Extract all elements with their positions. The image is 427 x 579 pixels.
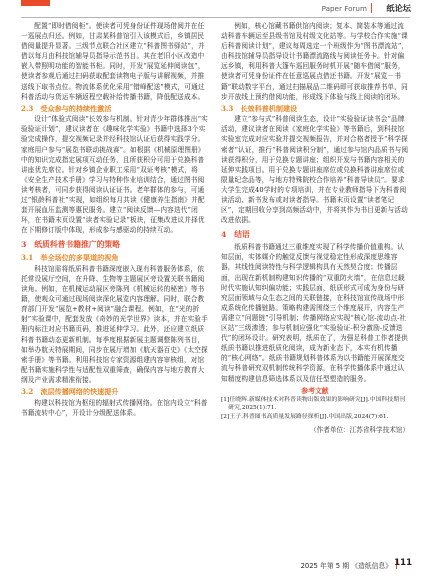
body-paragraph: 设计“体验式阅读”长效参与机制。针对青少年群体推出“实验验证计划”，建议读者在《趣味化学实验》书籍中选择3个实验完成操作，提交视频记录并经科技馆认证后获得实践学分。家庭用户参与“展览书联动挑战赛”。如根据《机械原理图册》中的知识完成指定展项互动任务，且所获积分可用于兑换科普讲座优先席位。针对乡镇企业职工采用“双证考核”模式，将《安全生产技术手册》学习与特种作业培训结合，通过图书阅读考核者，可同步获得阅读认证证书。老年群体的参与，可通过“银龄科普社”实现，如组织每月共读《健康养生指南》并配套开展血压监测等惠民服务。建立“阅读反馈—内容迭代”闭环，在书籍末页设置“读者实验记录”板块，征集改进议并择优在下期修订版中体现，形成参与感驱动的持续互动。 (21, 115, 208, 235)
left-column (21, 21, 209, 549)
body-paragraph: 配置“即时借阅柜”。使读者可凭身份证件现场借阅并在任一巡展点归还。例如，甘肃某科普馆引入该模式后，乡镇居民借阅量提升显著。三级节点联合社区建立“科普图书驿站”，并借以每月由科技馆辅导员指导示范书目。其在老旧小区改造中嵌入带照明功能的智能书柜。同时，开发“展览延伸阅读包”，使读者参观后通过扫码获取配套读物电子版与讲解视频，并推送线下取书点位。物流体系优化采用“错峰配送”模式，可通过科普活动与货运车辆返程空载补给传播书籍，降低配送成本。 (21, 22, 205, 101)
section-heading-4: 4 结语 (221, 230, 250, 240)
body-paragraph: 纸质科普书籍通过三重维度实现了科学传播价值重构。认知层面，实体媒介的触觉反馈与视觉稳定性形成深度思维容器，其线性阅读特性与科学逻辑构具有天然契合度；传播层面，出现在新机制构建知识传播的“双重防火墙”，在信息过载时代实施认知纠偏功能；实践层面，纸质形式可成为身份与研究层面领域与众生态之间的关联链接，在科技馆宣传战场中形成系统化传播链路。策略构建需围绕三个维度展开，内容生产需建立“问题链”引导机制；传播网络应实现“核心馆-流动点-社区站”三级渗透；参与机制应强化“实验验证-积分激励-反馈迭代”的闭环设计。研究表明，纸质在了，为强足科普工作者提供纸质书籍以推进纸质化阅读，成为新业态下，本实有机传播的“核心网络”。纸质书籍规划科普体系为以书籍能开展深度交流与科普研究双机制传统科学资源，在科学传播体系中通过认知精度构建信息筛选体系以及信任型塑造的服务。 (221, 243, 408, 383)
body-paragraph: 科技馆需将纸质科普书籍深度嵌入现有科普服务体系，依托常设展厅空间，在升降、生物等主题展区旁设置关联书籍阅读角。例如，在机械运动展区旁陈列《机械运转的秘密》等书籍，使观众可通过现场阅读深化展览内容理解。同时，联合教育部门开发“展览+教材+阅读”融合课程。例如，在“光的折射”实验课中，配套发放《奇妙的光学世界》读本，并在实验手册内标注对应书籍页码，推进延伸学习。此外，还应建立纸质科普书籍动态更新机制。每季度根据新展主题调整陈列书目，如举办航天特展期间，同步在展厅增加《航天器百史》《太空探索手册》等书籍。利用科技馆专家资源组建内容审核组，对馆配书籍实施科学性与适配性双重筛查，确保内容与地方教育大纲及产业需求精准衔接。 (21, 264, 208, 384)
section-heading-2-3: 2.3 受众参与的持续性激活 (21, 103, 112, 113)
page-header (0, 0, 427, 20)
author-affiliation: （作者单位：江苏省科学技术馆） (310, 426, 409, 435)
header-rule (21, 17, 410, 18)
reference-item: [2]王子.科普图书高质量发展路径探析[J].中国出版,2024(7):61. (221, 413, 389, 420)
body-paragraph: 例如，核心馆藏书籍供馆内阅读；复本、简装本等通过流动科普车辆运至县级书馆及村级文化站等。与学校合作实施“课后科普阅读计划”，建议每周选定一个班级作为“图书漂流站”，由科技馆辅导员指导设计书籍漂流路线与阅读任务卡。针对偏远乡镇，利用科普大篷车巡回服务时机开展“随车借阅”服务，使读者可凭身份证件在任意巡展点借还书籍。开发“展览－书籍”联动数字平台，通过扫描展品二维码即可获取推荐书单，同步开放线上预约借阅功能，形成线下体验与线上阅读的闭环。 (221, 22, 409, 101)
section-heading-3-3: 3.3 长效科普机制建设 (221, 103, 298, 113)
section-heading-3-2: 3.2 流层传播网络的快速提升 (21, 387, 119, 396)
page-number: 111 (394, 558, 412, 568)
section-heading-3-1: 3.1 举全场位的多渠道的视角 (21, 253, 119, 263)
column-name: 纸论坛 (386, 3, 411, 13)
reference-item: [1]任晓辉.新媒体技术对科普读物出版效果的影响研究[J].中国科技期刊研究,2025(1):71. (221, 396, 405, 412)
header-divider (371, 3, 372, 13)
body-paragraph: 构建以科技馆为枢纽的辐射式传播网络。在馆内设立“科普书籍流转中心”，开设计分级配送体系。 (21, 398, 208, 417)
header-accent-bar (21, 0, 50, 6)
issue-label: 2025 年第 5 期 《造纸信息》 (300, 562, 392, 570)
forum-label: Paper Forum (321, 4, 367, 13)
right-column (221, 21, 409, 549)
page-footer (0, 556, 427, 576)
section-heading-3: 3 纸质科普书籍推广的策略 (21, 240, 120, 250)
references-title: 参考文献 (301, 386, 329, 395)
body-paragraph: 建立“参与式”科普阅读生态，设计“实验验证读书会”品牌活动，建议读者在阅读《家庭化学实验》等书籍后，到科技馆实验室完成对应实验并提交视频报告，并对合格者授予“科学探索者”认证，推行“科普阅读积分制”，通过参与馆内品质书与阅读获得积分，用于兑换专题讲座；组织开发与书籍内容相关的延伸实践项目。用于兑换专题讲座席位或兑换科普讲座席位或限量纪念品等，与地方特殊院校合作培养“科普导读员”。要求大学生完成40学时的专项培训，并在专业教师指导下为科普阅读活动、新书发布或对读者指导。书籍末页设置“读者笔记区”，定期回收分享到高频活动中，并将其作为书目更新与活动改进依据。 (221, 115, 409, 225)
